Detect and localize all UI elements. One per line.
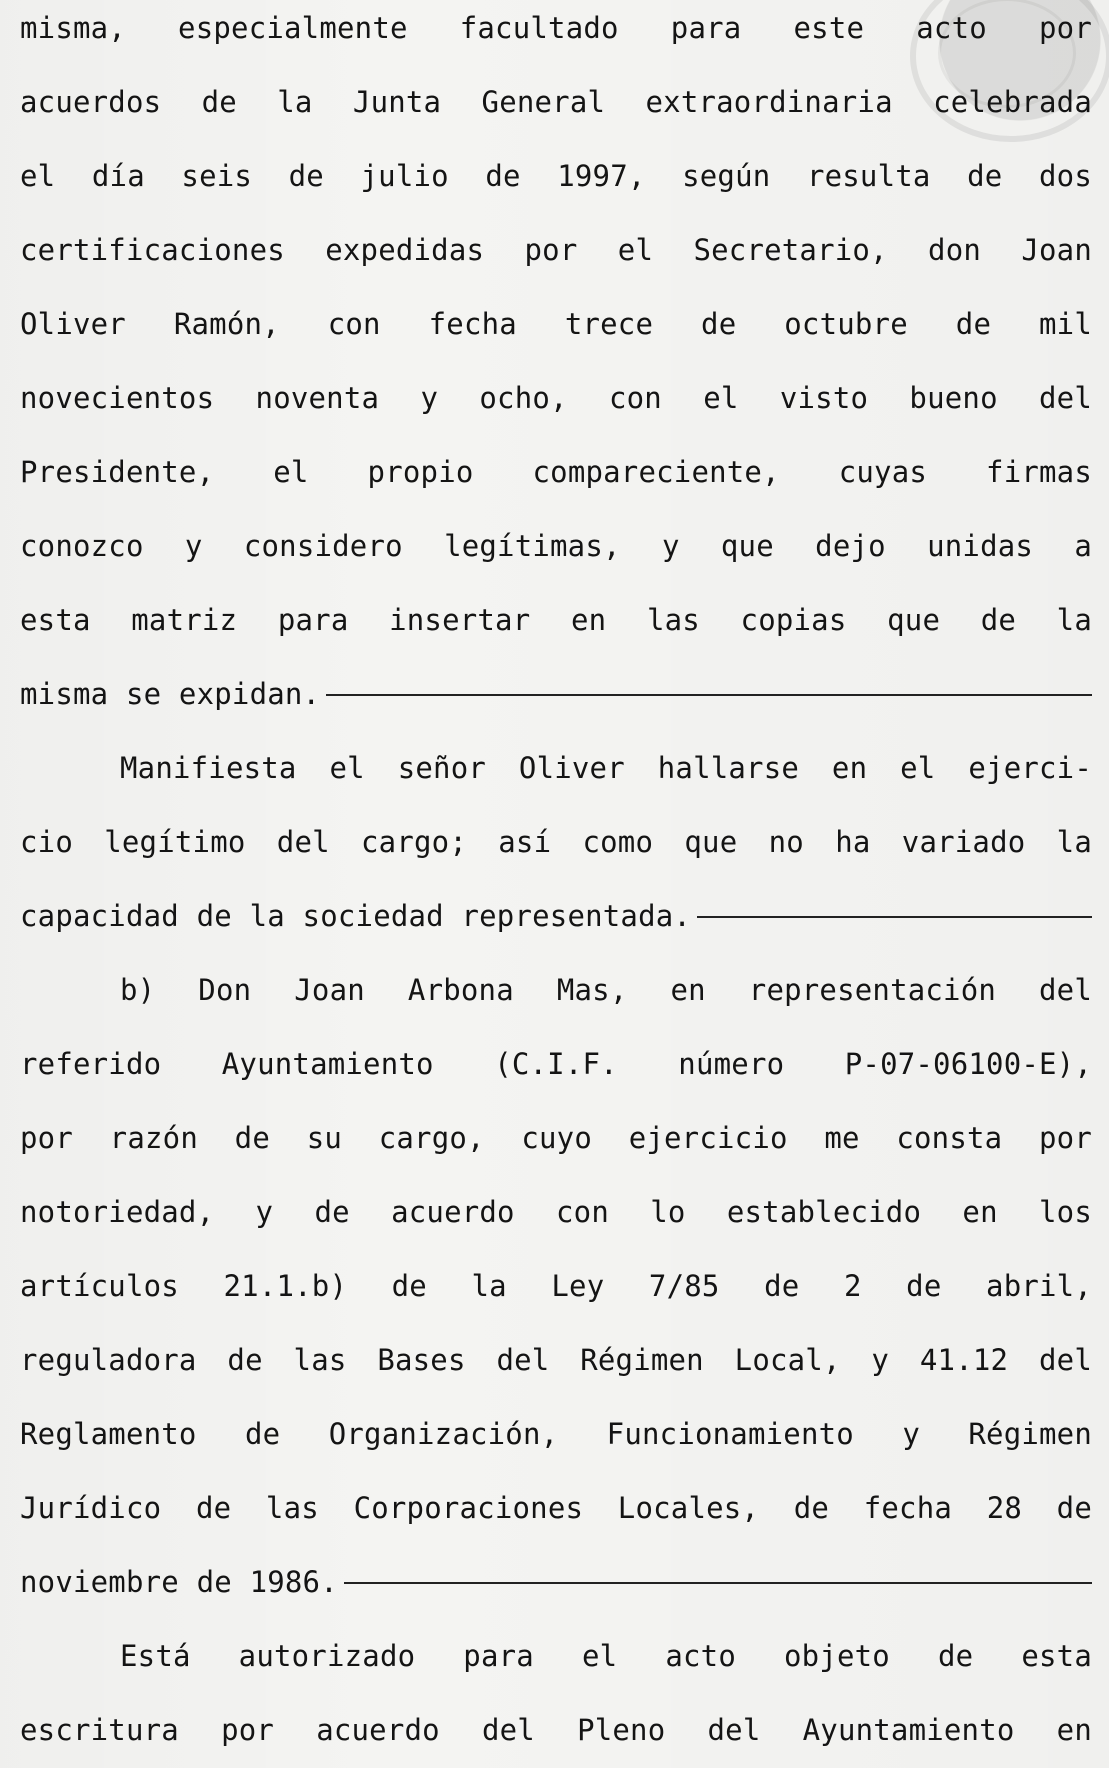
text-line: misma, especialmente facultado para este acto por [20, 11, 1092, 45]
text-line: Jurídico de las Corporaciones Locales, de fecha 28 de [20, 1491, 1092, 1525]
text-line: novecientos noventa y ocho, con el visto bueno del [20, 381, 1092, 415]
fill-rule [697, 916, 1092, 918]
text-line: cio legítimo del cargo; así como que no ha variado la [20, 825, 1092, 859]
text-line: misma se expidan. [20, 677, 321, 711]
text-line: referido Ayuntamiento (C.I.F. número P-07-06100-E), [20, 1047, 1092, 1081]
text-line: Está autorizado para el acto objeto de esta [120, 1639, 1092, 1673]
text-line: acuerdos de la Junta General extraordinaria celebrada [20, 85, 1092, 119]
text-line: noviembre de 1986. [20, 1565, 338, 1599]
text-line: capacidad de la sociedad representada. [20, 899, 692, 933]
text-line: notoriedad, y de acuerdo con lo establecido en los [20, 1195, 1092, 1229]
text-line-with-fill-rule [20, 676, 1092, 712]
text-line-with-fill-rule [20, 898, 1092, 934]
text-line: Presidente, el propio compareciente, cuyas firmas [20, 455, 1092, 489]
text-line: Manifiesta el señor Oliver hallarse en el ejerci- [120, 751, 1092, 785]
text-line: artículos 21.1.b) de la Ley 7/85 de 2 de abril, [20, 1269, 1092, 1303]
fill-rule [326, 694, 1092, 696]
text-line: certificaciones expedidas por el Secretario, don Joan [20, 233, 1092, 267]
text-line: esta matriz para insertar en las copias que de la [20, 603, 1092, 637]
text-line: Oliver Ramón, con fecha trece de octubre de mil [20, 307, 1092, 341]
text-line: b) Don Joan Arbona Mas, en representación del [120, 973, 1092, 1007]
text-line: Reglamento de Organización, Funcionamiento y Régimen [20, 1417, 1092, 1451]
text-line: escritura por acuerdo del Pleno del Ayuntamiento en [20, 1713, 1092, 1747]
text-line: reguladora de las Bases del Régimen Local, y 41.12 del [20, 1343, 1092, 1377]
text-line-with-fill-rule [20, 1564, 1092, 1600]
text-line: el día seis de julio de 1997, según resulta de dos [20, 159, 1092, 193]
text-line: conozco y considero legítimas, y que dejo unidas a [20, 529, 1092, 563]
fill-rule [344, 1582, 1092, 1584]
text-line: por razón de su cargo, cuyo ejercicio me consta por [20, 1121, 1092, 1155]
